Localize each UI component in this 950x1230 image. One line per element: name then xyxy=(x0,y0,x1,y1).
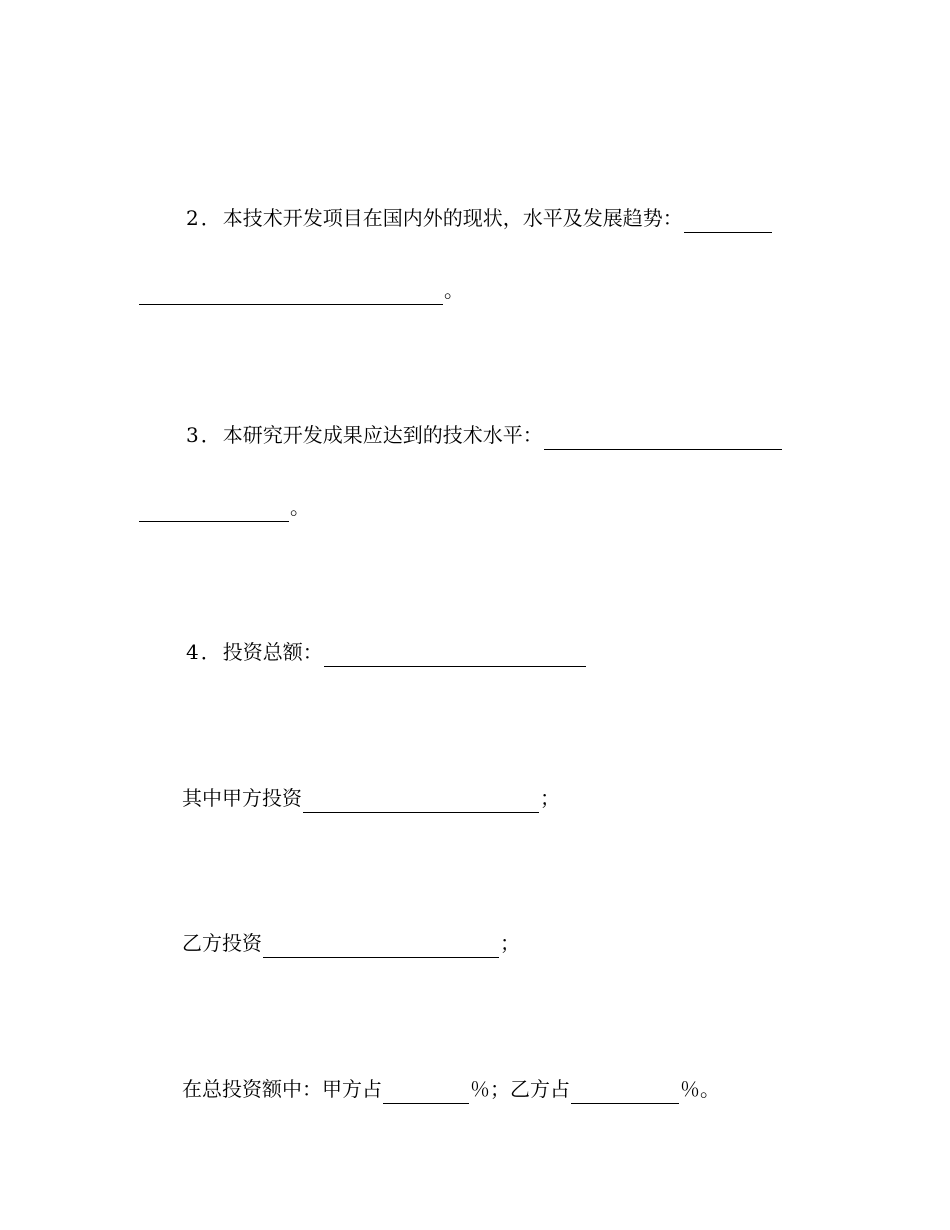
party-b-investment-label: 乙方投资 xyxy=(182,931,262,955)
party-b-percent-blank[interactable] xyxy=(571,1082,679,1104)
share-end: ％。 xyxy=(680,1077,720,1101)
item-3-text: 本研究开发成果应达到的技术水平： xyxy=(222,423,543,447)
party-a-investment-label: 其中甲方投资 xyxy=(182,786,302,810)
item-2-line-2 xyxy=(138,275,464,305)
share-line xyxy=(182,1074,720,1104)
item-3-line-1 xyxy=(186,420,783,450)
party-b-investment-end: ； xyxy=(500,931,520,955)
party-b-investment-line xyxy=(182,928,520,958)
item-2-number: 2． xyxy=(186,206,223,230)
item-3-end: 。 xyxy=(290,495,310,519)
share-label: 在总投资额中：甲方占 xyxy=(182,1077,382,1101)
item-2-blank-2[interactable] xyxy=(139,283,443,305)
item-2-end: 。 xyxy=(444,278,464,302)
item-4-line xyxy=(186,637,587,667)
item-3-blank-2[interactable] xyxy=(139,500,289,522)
item-2-text: 本技术开发项目在国内外的现状，水平及发展趋势： xyxy=(222,206,683,230)
item-4-text: 投资总额： xyxy=(222,640,323,664)
share-middle: ％；乙方占 xyxy=(470,1077,570,1101)
party-a-investment-blank[interactable] xyxy=(303,791,539,813)
item-3-number: 3． xyxy=(186,423,223,447)
item-3-blank-1[interactable] xyxy=(544,428,782,450)
party-b-investment-blank[interactable] xyxy=(263,936,499,958)
item-2-line-1 xyxy=(186,203,773,233)
item-3-line-2 xyxy=(138,492,310,522)
total-investment-blank[interactable] xyxy=(324,645,586,667)
item-2-blank-1[interactable] xyxy=(684,211,772,233)
party-a-percent-blank[interactable] xyxy=(383,1082,469,1104)
party-a-investment-end: ； xyxy=(540,786,560,810)
party-a-investment-line xyxy=(182,783,560,813)
item-4-number: 4． xyxy=(186,640,223,664)
